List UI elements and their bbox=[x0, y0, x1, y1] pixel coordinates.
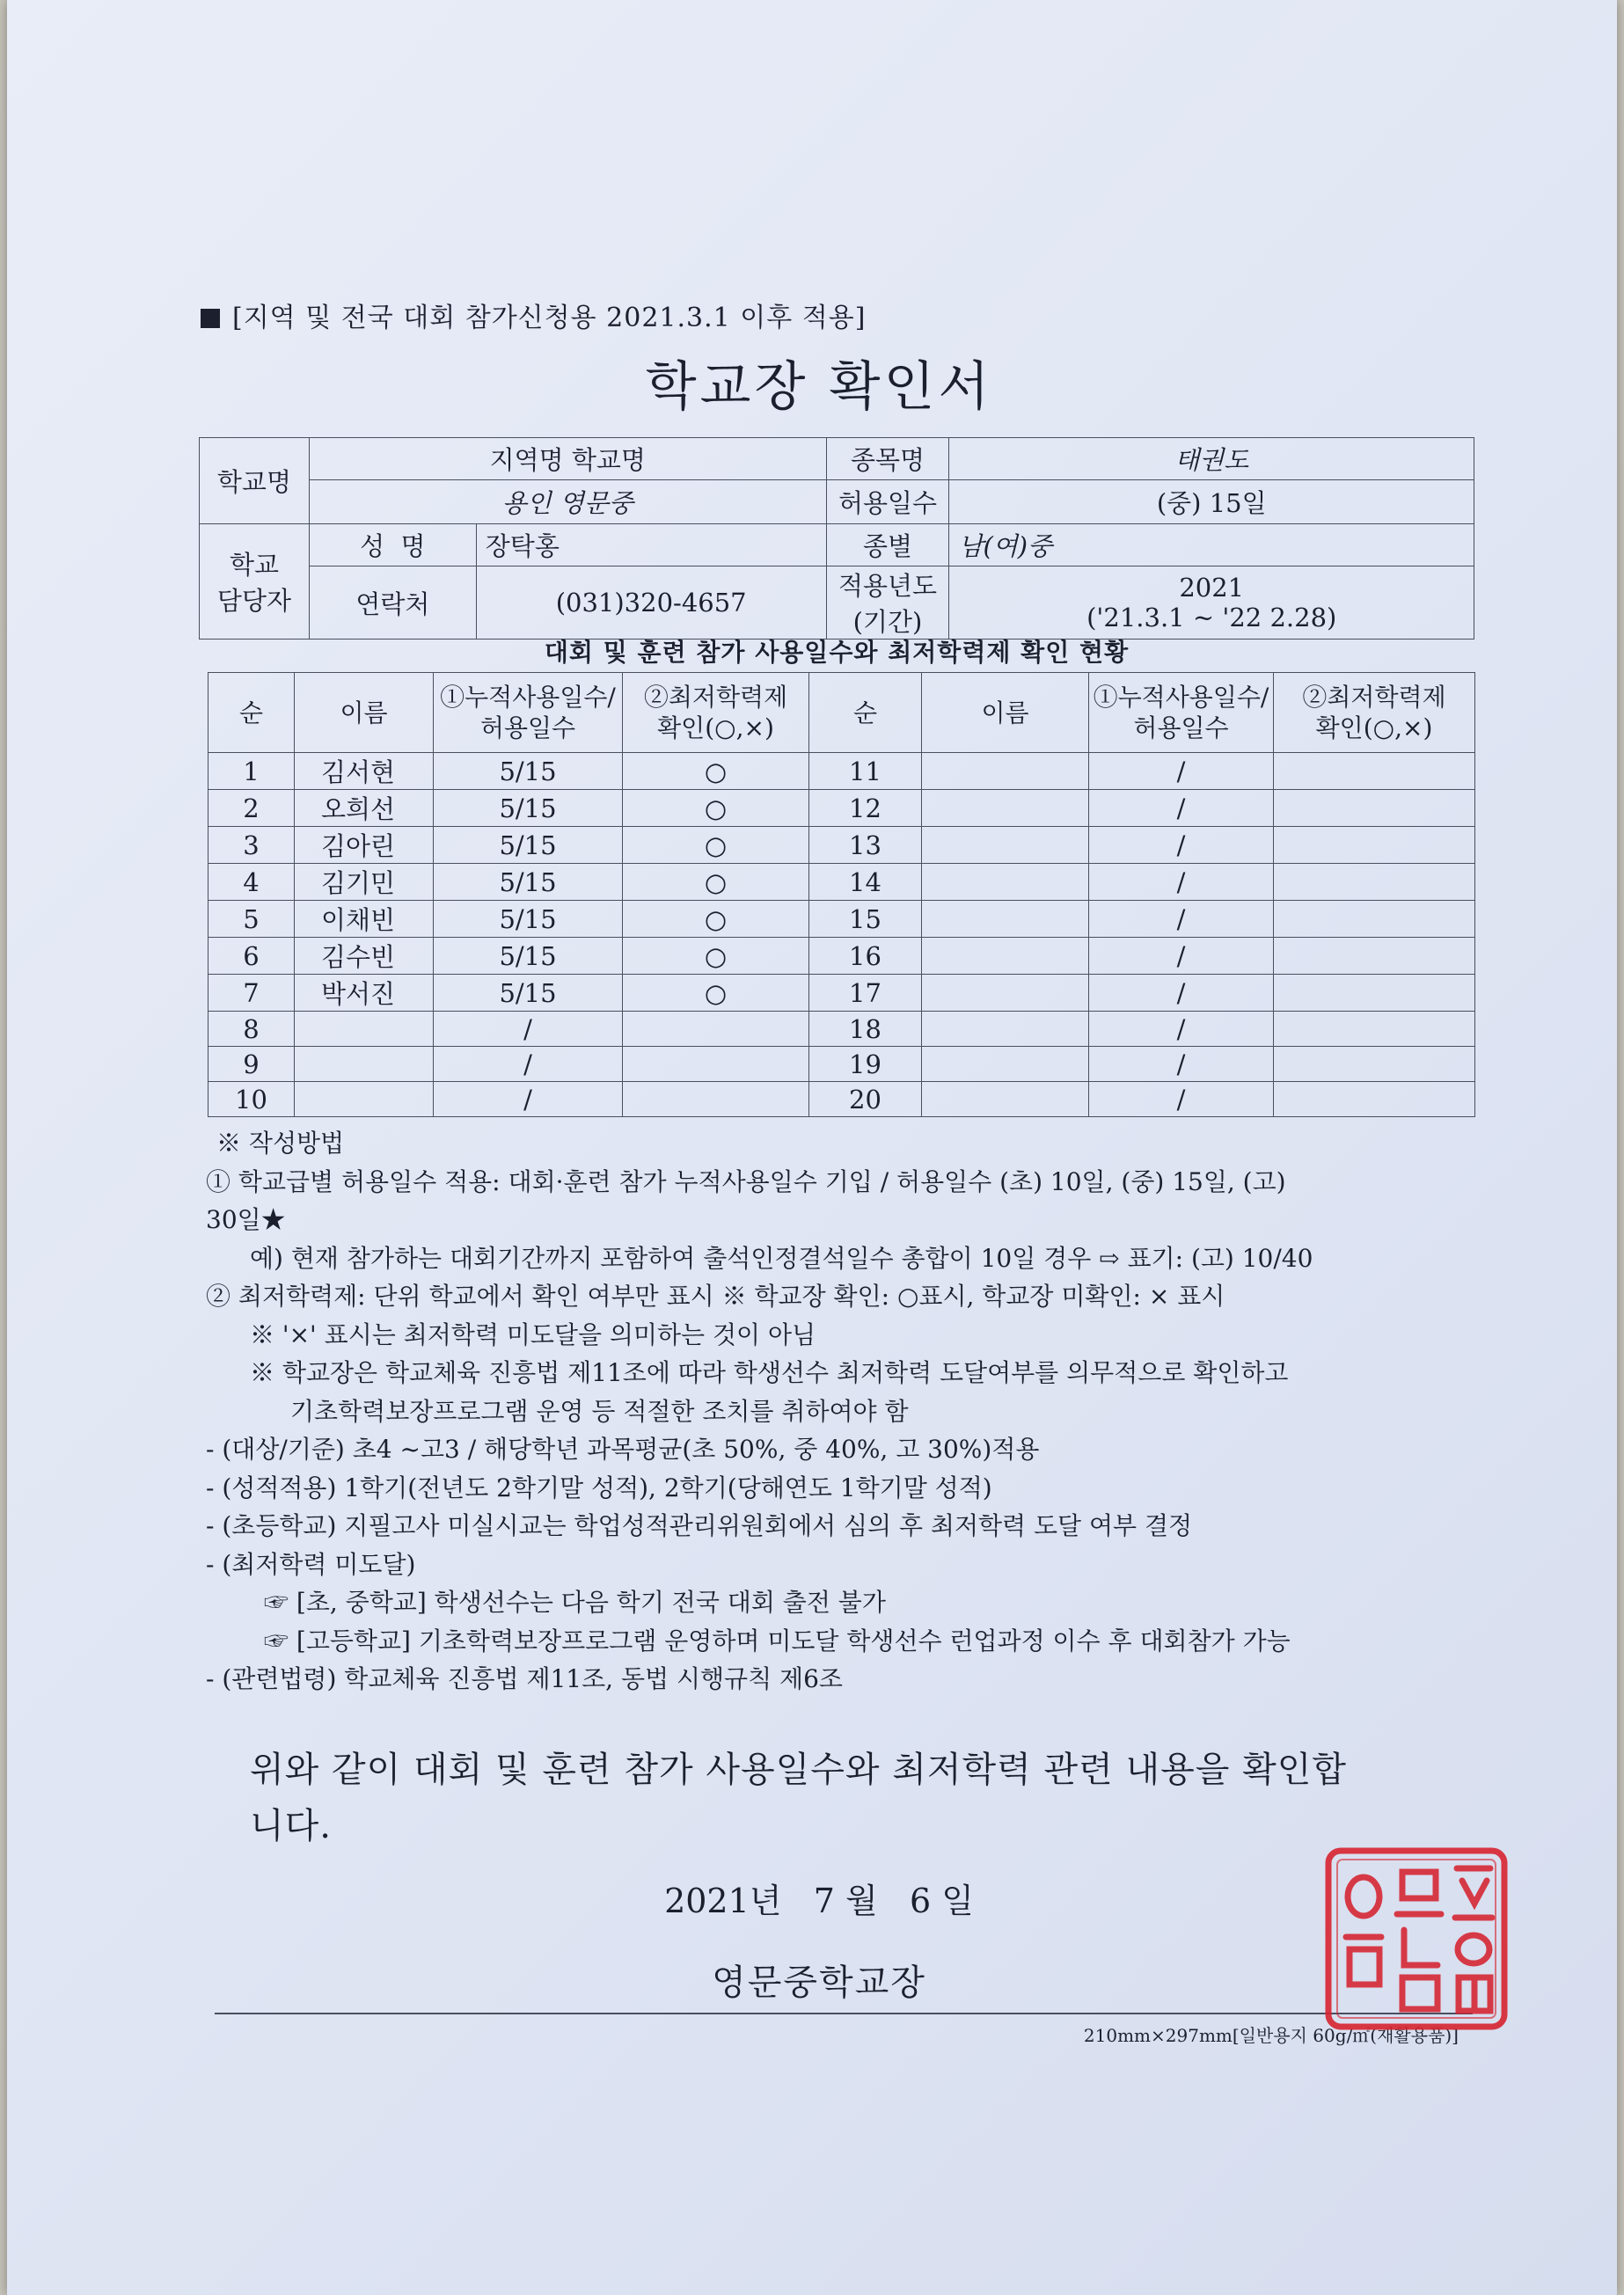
note-5: - (대상/기준) 초4 ~고3 / 해당학년 과목평균(초 50%, 중 40%, 고 30%)적용 bbox=[206, 1435, 1040, 1464]
cell-min-check bbox=[1274, 975, 1475, 1012]
note-11: - (관련법령) 학교체육 진흥법 제11조, 동법 시행규칙 제6조 bbox=[206, 1664, 843, 1693]
gender-value: 남(여)중 bbox=[949, 524, 1474, 566]
cell-min-check bbox=[623, 1047, 809, 1082]
roster-section-title: 대회 및 훈련 참가 사용일수와 최저학력제 확인 현황 bbox=[544, 638, 1130, 667]
cell-no: 12 bbox=[809, 790, 922, 827]
table-row bbox=[208, 1012, 1475, 1047]
cell-no: 3 bbox=[208, 827, 295, 864]
cell-name bbox=[922, 938, 1089, 975]
cell-used-days: / bbox=[1089, 864, 1274, 901]
table-row bbox=[208, 827, 1475, 864]
cell-min-check bbox=[1274, 864, 1475, 901]
contact-label: 연락처 bbox=[309, 566, 476, 640]
cell-min-check bbox=[1274, 1047, 1475, 1082]
name-label: 성 명 bbox=[309, 524, 476, 566]
note-1a: ① 학교급별 허용일수 적용: 대회·훈련 참가 누적사용일수 기입 / 허용일수 (초) 10일, (중) 15일, (고) bbox=[206, 1166, 1286, 1196]
principal-title: 영문중학교장 bbox=[712, 1962, 926, 2003]
cell-used-days: / bbox=[1089, 901, 1274, 938]
cell-no: 15 bbox=[809, 901, 922, 938]
cell-used-days: / bbox=[434, 1082, 623, 1117]
cell-no: 7 bbox=[208, 975, 295, 1012]
cell-used-days: 5/15 bbox=[434, 827, 623, 864]
roster-body bbox=[208, 753, 1475, 1117]
table-row bbox=[208, 1082, 1475, 1117]
cell-min-check: ○ bbox=[623, 864, 809, 901]
roster-table bbox=[208, 672, 1475, 1117]
cell-used-days: / bbox=[1089, 753, 1274, 790]
cell-name: 김기민 bbox=[295, 864, 434, 901]
cell-used-days: 5/15 bbox=[434, 790, 623, 827]
footer-divider bbox=[215, 2013, 1473, 2014]
cell-no: 19 bbox=[809, 1047, 922, 1082]
table-row bbox=[208, 938, 1475, 975]
cell-no: 13 bbox=[809, 827, 922, 864]
cell-no: 5 bbox=[208, 901, 295, 938]
document-paper bbox=[7, 0, 1617, 2295]
note-3: ※ '×' 표시는 최저학력 미도달을 의미하는 것이 아님 bbox=[250, 1319, 816, 1349]
cell-min-check: ○ bbox=[623, 790, 809, 827]
date-day: 6 일 bbox=[909, 1882, 974, 1920]
cell-name bbox=[295, 1082, 434, 1117]
cell-used-days: / bbox=[1089, 1082, 1274, 1117]
cell-no: 2 bbox=[208, 790, 295, 827]
school-sub-label: 지역명 학교명 bbox=[309, 438, 826, 480]
table-row bbox=[208, 901, 1475, 938]
manager-label-line1: 학교 bbox=[229, 550, 279, 580]
note-6: - (성적적용) 1학기(전년도 2학기말 성적), 2학기(당해연도 1학기말 성적) bbox=[206, 1473, 992, 1502]
document-title: 학교장 확인서 bbox=[645, 356, 993, 418]
cell-name bbox=[922, 827, 1089, 864]
note-1c: 예) 현재 참가하는 대회기간까지 포함하여 출석인정결석일수 총합이 10일 경우 ⇨ 표기: (고) 10/40 bbox=[250, 1243, 1313, 1273]
cell-name: 박서진 bbox=[295, 975, 434, 1012]
cell-name bbox=[922, 901, 1089, 938]
cell-min-check bbox=[623, 1082, 809, 1117]
event-label: 종목명 bbox=[826, 438, 949, 480]
cell-used-days: 5/15 bbox=[434, 753, 623, 790]
col-header-used-days-2 bbox=[1089, 673, 1274, 753]
cell-used-days: / bbox=[434, 1047, 623, 1082]
cell-used-days: / bbox=[1089, 827, 1274, 864]
col-header-name-2: 이름 bbox=[922, 673, 1089, 753]
period-value: ('21.3.1 ~ '22 2.28) bbox=[1086, 603, 1337, 632]
cell-no: 11 bbox=[809, 753, 922, 790]
manager-label-line2: 담당자 bbox=[216, 586, 291, 616]
cell-min-check: ○ bbox=[623, 901, 809, 938]
confirmation-line1: 위와 같이 대회 및 훈련 참가 사용일수와 최저학력 관련 내용을 확인합 bbox=[250, 1750, 1348, 1790]
cell-name bbox=[922, 864, 1089, 901]
year-label bbox=[826, 566, 949, 640]
col-header-used-line1: ①누적사용일수/ bbox=[440, 683, 616, 712]
cell-name bbox=[922, 1047, 1089, 1082]
col-header-no-2: 순 bbox=[809, 673, 922, 753]
cell-used-days: / bbox=[1089, 1047, 1274, 1082]
col-header-min-line2: 확인(○,×) bbox=[1315, 713, 1433, 742]
document-header-note bbox=[201, 296, 866, 334]
note-8: - (최저학력 미도달) bbox=[206, 1549, 416, 1579]
cell-min-check: ○ bbox=[623, 827, 809, 864]
note-7: - (초등학교) 지필고사 미실시교는 학업성적관리위원회에서 심의 후 최저학력 도달 여부 결정 bbox=[206, 1511, 1193, 1540]
cell-min-check bbox=[623, 1012, 809, 1047]
cell-min-check bbox=[1274, 1082, 1475, 1117]
allowed-days-label: 허용일수 bbox=[826, 480, 949, 524]
cell-used-days: / bbox=[434, 1012, 623, 1047]
gender-label: 종별 bbox=[826, 524, 949, 566]
year-label-line2: (기간) bbox=[852, 607, 923, 637]
note-1b: 30일★ bbox=[206, 1205, 286, 1234]
note-4b: 기초학력보장프로그램 운영 등 적절한 조치를 취하여야 함 bbox=[290, 1396, 909, 1426]
cell-no: 17 bbox=[809, 975, 922, 1012]
cell-name bbox=[922, 1012, 1089, 1047]
writing-instructions bbox=[206, 1124, 1313, 1699]
cell-used-days: / bbox=[1089, 938, 1274, 975]
col-header-used-line2: 허용일수 bbox=[1133, 713, 1229, 742]
year-label-line1: 적용년도 bbox=[838, 571, 938, 601]
col-header-min-academic bbox=[623, 673, 809, 753]
cell-used-days: / bbox=[1089, 790, 1274, 827]
manager-name-value: 장탁홍 bbox=[476, 524, 826, 566]
cell-used-days: 5/15 bbox=[434, 864, 623, 901]
cell-no: 10 bbox=[208, 1082, 295, 1117]
col-header-used-line1: ①누적사용일수/ bbox=[1093, 683, 1269, 712]
cell-no: 20 bbox=[809, 1082, 922, 1117]
cell-no: 1 bbox=[208, 753, 295, 790]
cell-used-days: / bbox=[1089, 1012, 1274, 1047]
cell-min-check bbox=[1274, 753, 1475, 790]
col-header-min-line2: 확인(○,×) bbox=[657, 713, 774, 742]
table-row bbox=[208, 1047, 1475, 1082]
paper-spec: 210mm×297mm[일반용지 60g/㎡(재활용품)] bbox=[1083, 2025, 1459, 2046]
cell-name bbox=[295, 1012, 434, 1047]
col-header-name: 이름 bbox=[295, 673, 434, 753]
cell-used-days: 5/15 bbox=[434, 901, 623, 938]
cell-name: 오희선 bbox=[295, 790, 434, 827]
year-value-line1: 2021 bbox=[1179, 573, 1245, 603]
cell-no: 18 bbox=[809, 1012, 922, 1047]
cell-name bbox=[922, 753, 1089, 790]
date-year: 2021년 bbox=[664, 1882, 782, 1920]
school-info-table bbox=[199, 437, 1474, 640]
table-row bbox=[208, 975, 1475, 1012]
header-note-text: [지역 및 전국 대회 참가신청용 2021.3.1 이후 적용] bbox=[232, 303, 867, 333]
manager-label bbox=[200, 524, 310, 640]
cell-name bbox=[922, 790, 1089, 827]
cell-min-check bbox=[1274, 1012, 1475, 1047]
notes-heading: ※ 작성방법 bbox=[216, 1129, 345, 1158]
cell-used-days: / bbox=[1089, 975, 1274, 1012]
table-row bbox=[208, 864, 1475, 901]
cell-name: 이채빈 bbox=[295, 901, 434, 938]
cell-name: 김서현 bbox=[295, 753, 434, 790]
event-value: 태권도 bbox=[949, 438, 1474, 480]
note-9: ☞ [초, 중학교] 학생선수는 다음 학기 전국 대회 출전 불가 bbox=[264, 1588, 886, 1617]
cell-name bbox=[922, 975, 1089, 1012]
cell-no: 16 bbox=[809, 938, 922, 975]
cell-min-check bbox=[1274, 827, 1475, 864]
cell-no: 6 bbox=[208, 938, 295, 975]
col-header-min-line1: ②최저학력제 bbox=[1302, 683, 1446, 712]
cell-name: 김수빈 bbox=[295, 938, 434, 975]
note-10: ☞ [고등학교] 기초학력보장프로그램 운영하며 미도달 학생선수 런업과정 이수 후 대회참가 가능 bbox=[264, 1626, 1291, 1655]
school-value: 용인 영문중 bbox=[309, 480, 826, 524]
confirmation-line2: 니다. bbox=[250, 1806, 332, 1846]
cell-used-days: 5/15 bbox=[434, 938, 623, 975]
note-2: ② 최저학력제: 단위 학교에서 확인 여부만 표시 ※ 학교장 확인: ○표시, 학교장 미확인: × 표시 bbox=[206, 1282, 1225, 1311]
cell-min-check: ○ bbox=[623, 938, 809, 975]
col-header-used-days bbox=[434, 673, 623, 753]
col-header-min-line1: ②최저학력제 bbox=[643, 683, 788, 712]
table-row bbox=[208, 753, 1475, 790]
cell-no: 14 bbox=[809, 864, 922, 901]
cell-min-check bbox=[1274, 901, 1475, 938]
year-value bbox=[949, 566, 1474, 640]
contact-value: (031)320-4657 bbox=[476, 566, 826, 640]
cell-used-days: 5/15 bbox=[434, 975, 623, 1012]
cell-no: 4 bbox=[208, 864, 295, 901]
cell-name bbox=[295, 1047, 434, 1082]
official-seal-stamp bbox=[1323, 1846, 1510, 2032]
col-header-min-academic-2 bbox=[1274, 673, 1475, 753]
date-month: 7 월 bbox=[813, 1882, 878, 1920]
col-header-used-line2: 허용일수 bbox=[479, 713, 576, 742]
col-header-no: 순 bbox=[208, 673, 295, 753]
school-label: 학교명 bbox=[200, 438, 310, 524]
table-row bbox=[208, 790, 1475, 827]
cell-name: 김아린 bbox=[295, 827, 434, 864]
cell-name bbox=[922, 1082, 1089, 1117]
cell-min-check bbox=[1274, 938, 1475, 975]
allowed-days-value: (중) 15일 bbox=[949, 480, 1474, 524]
cell-min-check bbox=[1274, 790, 1475, 827]
cell-no: 9 bbox=[208, 1047, 295, 1082]
note-4a: ※ 학교장은 학교체육 진흥법 제11조에 따라 학생선수 최저학력 도달여부를 의무적으로 확인하고 bbox=[250, 1358, 1289, 1387]
cell-min-check: ○ bbox=[623, 975, 809, 1012]
confirmation-statement bbox=[250, 1742, 1347, 1854]
cell-no: 8 bbox=[208, 1012, 295, 1047]
square-bullet-icon bbox=[201, 309, 220, 328]
cell-min-check: ○ bbox=[623, 753, 809, 790]
